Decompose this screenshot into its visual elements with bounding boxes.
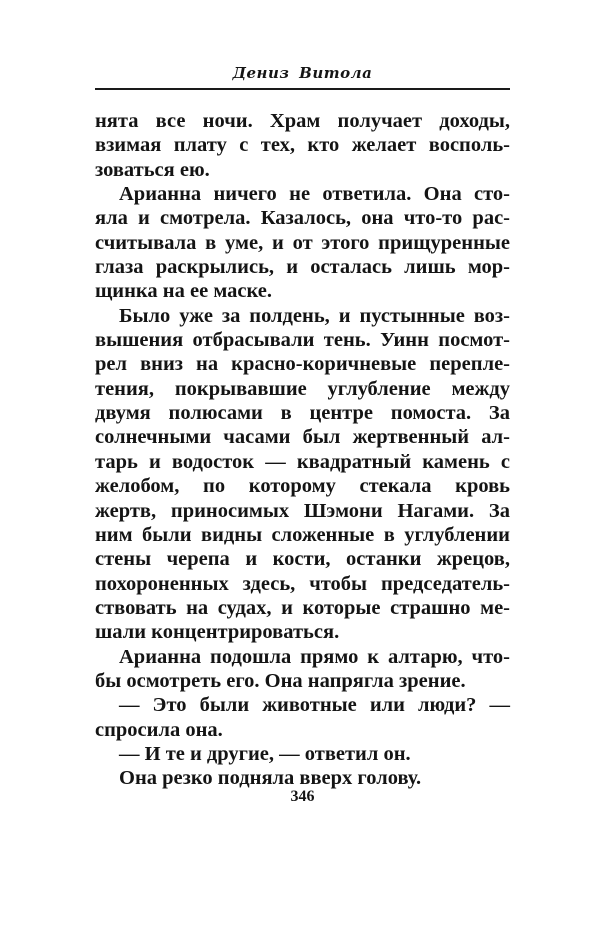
dialogue-paragraph [95,742,510,766]
text-line: зоваться ею. [95,158,210,181]
text-line: Было уже за полдень, и пустынные воз- [119,304,510,327]
page-number: 346 [290,788,315,805]
header-rule-divider [95,88,510,90]
running-header-author: Дениз Витола [232,64,373,82]
dialogue-paragraph [95,693,510,742]
text-line: похороненных здесь, чтобы председатель- [95,572,510,595]
text-line: рел вниз на красно-коричневые перепле- [95,353,510,376]
text-line: щинка на ее маске. [95,280,273,303]
text-line: стены черепа и кости, останки жрецов, [95,548,510,571]
text-line: спросила она. [95,718,223,741]
text-line: глаза раскрылись, и осталась лишь мор- [95,256,510,279]
text-line: считывала в уме, и от этого прищуренные [95,231,510,254]
paragraph [95,109,510,182]
paragraph [95,304,510,645]
text-line: — Это были животные или люди? — [119,694,510,717]
text-line: тения, покрывавшие углубление между [95,377,510,400]
body-text [95,109,510,791]
text-line: ним были видны сложенные в углублении [95,523,510,546]
text-line: — И те и другие, — ответил он. [119,742,411,765]
text-line: бы осмотреть его. Она напрягла зрение. [95,669,466,692]
text-line: вышения отбрасывали тень. Уинн посмот- [95,329,510,352]
book-page [95,0,510,941]
text-line: солнечными часами был жертвенный ал- [95,426,510,449]
text-line: Арианна ничего не ответила. Она сто- [119,183,510,206]
text-line: шали концентрироваться. [95,621,340,644]
text-line: взимая плату с тех, кто желает восполь- [95,134,510,157]
text-line: Она резко подняла вверх голову. [119,767,422,790]
text-line: тарь и водосток — квадратный камень с [95,450,510,473]
paragraph [95,645,510,694]
paragraph [95,766,510,790]
text-line: желобом, по которому стекала кровь [95,475,510,498]
paragraph [95,182,510,304]
text-line: нята все ночи. Храм получает доходы, [95,110,510,132]
text-line: жертв, приносимых Шэмони Нагами. За [95,499,510,522]
text-line: Арианна подошла прямо к алтарю, что- [119,645,510,668]
text-line: двумя полюсами в центре помоста. За [95,402,510,425]
text-line: ствовать на судах, и которые страшно ме- [95,596,510,619]
text-line: яла и смотрела. Казалось, она что-то рас- [95,207,510,230]
